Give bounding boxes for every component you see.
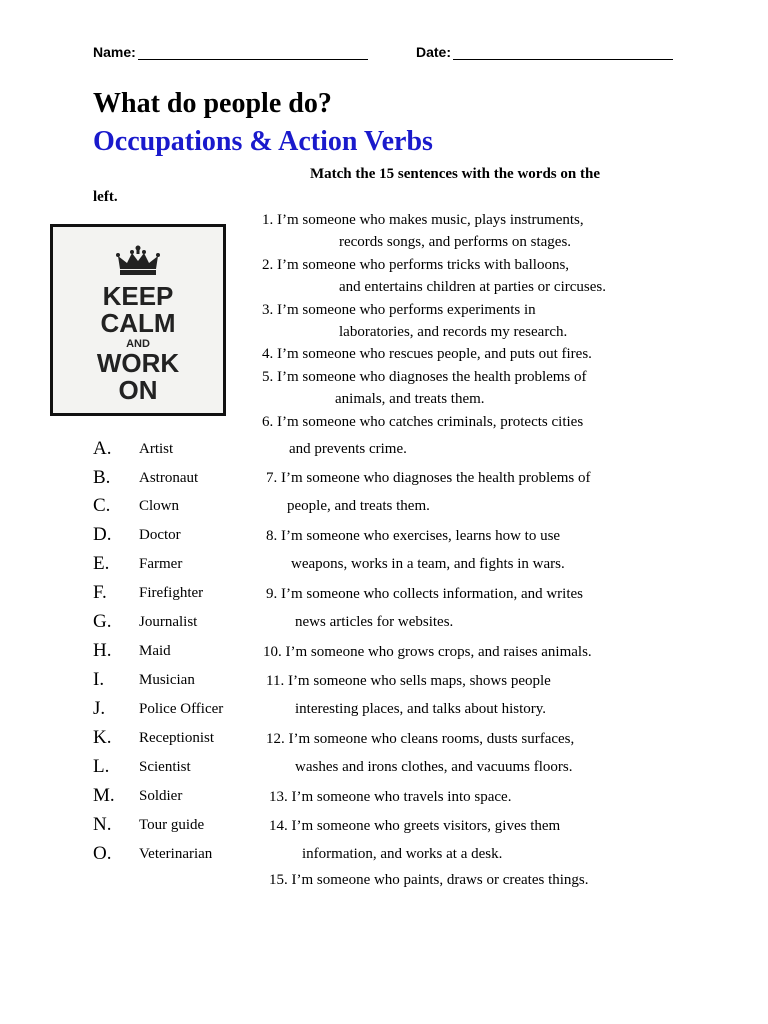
sentence-14-cont: information, and works at a desk. — [302, 846, 503, 862]
choice-word: Veterinarian — [139, 846, 213, 862]
choice-word: Musician — [139, 672, 195, 688]
sentence-8-cont: weapons, works in a team, and fights in wars. — [291, 556, 565, 572]
date-label: Date: — [416, 44, 452, 60]
choice-word: Astronaut — [139, 470, 199, 486]
sentence-11: 11. I’m someone who sells maps, shows people — [266, 673, 551, 689]
choice-word: Firefighter — [139, 585, 204, 601]
choice-word: Receptionist — [139, 730, 214, 746]
choice-letter: K. — [93, 727, 112, 748]
sentence-9: 9. I’m someone who collects information, and writes — [266, 586, 584, 602]
sentence-2: 2. I’m someone who performs tricks with balloons, — [262, 257, 570, 273]
choice-word: Scientist — [139, 759, 191, 775]
sentence-12-cont: washes and irons clothes, and vacuums floors. — [295, 759, 573, 775]
choice-letter: I. — [93, 669, 105, 690]
choice-letter: M. — [93, 785, 115, 806]
choice-word: Clown — [139, 498, 180, 514]
sentence-12: 12. I’m someone who cleans rooms, dusts surfaces, — [266, 731, 575, 747]
choice-letter: C. — [93, 495, 111, 516]
choice-letter: A. — [93, 438, 112, 459]
choice-word: Tour guide — [139, 817, 205, 833]
choice-letter: L. — [93, 756, 110, 777]
page-subtitle: Occupations & Action Verbs — [93, 126, 433, 157]
date-field[interactable] — [416, 44, 673, 60]
poster-on: ON — [118, 375, 158, 405]
choice-letter: D. — [93, 524, 112, 545]
sentence-3: 3. I’m someone who performs experiments in — [262, 302, 536, 318]
sentence-14: 14. I’m someone who greets visitors, gives them — [269, 818, 561, 834]
sentence-15: 15. I’m someone who paints, draws or creates things. — [269, 872, 589, 888]
poster-and: AND — [126, 338, 150, 350]
choice-word: Doctor — [139, 527, 181, 543]
poster-calm: CALM — [100, 308, 176, 338]
sentence-7-cont: people, and treats them. — [287, 498, 430, 514]
choice-letter: H. — [93, 640, 112, 661]
sentence-10: 10. I’m someone who grows crops, and raises animals. — [263, 644, 592, 660]
choice-letter: F. — [93, 582, 107, 603]
sentence-5-cont: animals, and treats them. — [335, 391, 485, 407]
sentence-9-cont: news articles for websites. — [295, 614, 454, 630]
choice-letter: J. — [93, 698, 106, 719]
choice-letter: E. — [93, 553, 110, 574]
name-field[interactable] — [93, 44, 368, 60]
choice-letter: G. — [93, 611, 112, 632]
name-label: Name: — [93, 44, 136, 60]
choice-word: Journalist — [139, 614, 198, 630]
sentence-11-cont: interesting places, and talks about history. — [295, 701, 547, 717]
instruction-line-2: left. — [93, 189, 118, 205]
sentence-1-cont: records songs, and performs on stages. — [339, 234, 572, 250]
sentence-6: 6. I’m someone who catches criminals, protects cities — [262, 414, 584, 430]
choice-letter: B. — [93, 467, 111, 488]
sentence-13: 13. I’m someone who travels into space. — [269, 789, 512, 805]
page-title: What do people do? — [93, 88, 332, 119]
sentence-2-cont: and entertains children at parties or circuses. — [339, 279, 606, 295]
sentence-5: 5. I’m someone who diagnoses the health problems of — [262, 369, 587, 385]
crown-icon — [116, 245, 160, 277]
name-line[interactable] — [138, 45, 368, 60]
sentence-8: 8. I’m someone who exercises, learns how to use — [266, 528, 561, 544]
choice-word: Police Officer — [139, 701, 224, 717]
instruction-line-1: Match the 15 sentences with the words on the — [310, 166, 600, 182]
choice-word: Maid — [139, 643, 171, 659]
sentence-1: 1. I’m someone who makes music, plays instruments, — [262, 212, 584, 228]
poster-work: WORK — [96, 348, 180, 378]
poster-keep: KEEP — [102, 281, 174, 311]
sentence-7: 7. I’m someone who diagnoses the health problems of — [266, 470, 591, 486]
choice-letter: N. — [93, 814, 112, 835]
choice-word: Soldier — [139, 788, 183, 804]
choice-word: Artist — [139, 441, 174, 457]
choice-letter: O. — [93, 843, 112, 864]
sentence-6-cont: and prevents crime. — [289, 441, 407, 457]
keep-calm-poster — [50, 224, 226, 416]
sentence-4: 4. I’m someone who rescues people, and puts out fires. — [262, 346, 592, 362]
choice-word: Farmer — [139, 556, 183, 572]
sentence-3-cont: laboratories, and records my research. — [339, 324, 568, 340]
date-line[interactable] — [453, 45, 673, 60]
